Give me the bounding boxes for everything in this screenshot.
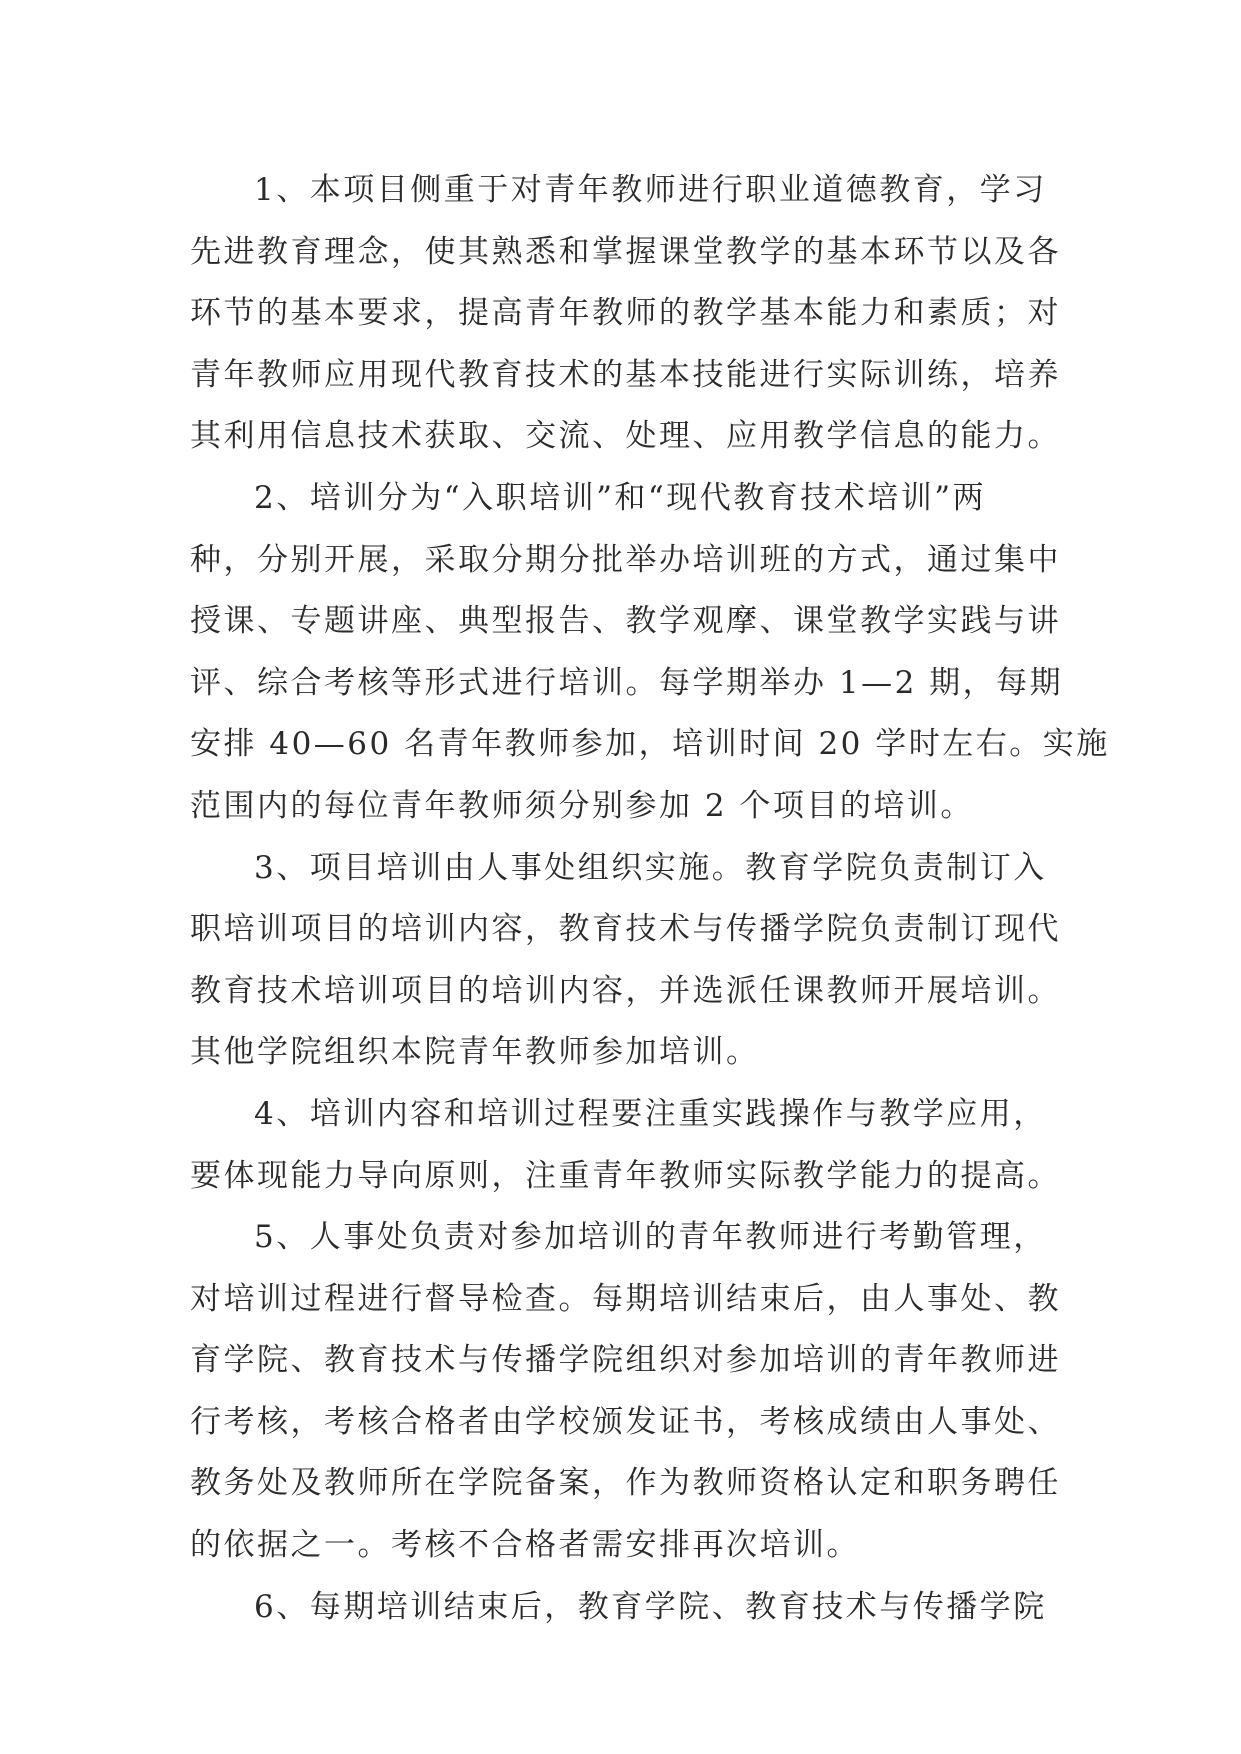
text-line: 的依据之一。考核不合格者需安排再次培训。 (190, 1527, 860, 1564)
text-line: 6、每期培训结束后，教育学院、教育技术与传播学院 (254, 1588, 1047, 1625)
text-line: 职培训项目的培训内容，教育技术与传播学院负责制订现代 (190, 911, 1061, 948)
text-line: 其他学院组织本院青年教师参加培训。 (190, 1034, 760, 1071)
text-line: 3、项目培训由人事处组织实施。教育学院负责制订入 (254, 849, 1047, 886)
text-line: 种，分别开展，采取分期分批举办培训班的方式，通过集中 (190, 541, 1061, 578)
text-line: 5、人事处负责对参加培训的青年教师进行考勤管理， (254, 1219, 1047, 1256)
text-line: 范围内的每位青年教师须分别参加 2 个项目的培训。 (190, 787, 974, 824)
text-line: 其利用信息技术获取、交流、处理、应用教学信息的能力。 (190, 418, 1061, 455)
text-line: 要体现能力导向原则，注重青年教师实际教学能力的提高。 (190, 1157, 1061, 1194)
document-body (190, 160, 1110, 1638)
text-line: 行考核，考核合格者由学校颁发证书，考核成绩由人事处、 (190, 1403, 1061, 1440)
text-line: 青年教师应用现代教育技术的基本技能进行实际训练，培养 (190, 356, 1061, 393)
text-line: 4、培训内容和培训过程要注重实践操作与教学应用， (254, 1095, 1047, 1132)
text-line: 授课、专题讲座、典型报告、教学观摩、课堂教学实践与讲 (190, 603, 1061, 640)
text-line: 2、培训分为“入职培训”和“现代教育技术培训”两 (254, 479, 987, 516)
text-line: 1、本项目侧重于对青年教师进行职业道德教育，学习 (254, 172, 1047, 208)
text-line: 先进教育理念，使其熟悉和掌握课堂教学的基本环节以及各 (190, 233, 1061, 270)
text-line: 教育技术培训项目的培训内容，并选派任课教师开展培训。 (190, 972, 1061, 1009)
text-line: 教务处及教师所在学院备案，作为教师资格认定和职务聘任 (190, 1465, 1061, 1502)
text-line: 育学院、教育技术与传播学院组织对参加培训的青年教师进 (190, 1342, 1061, 1379)
text-line: 环节的基本要求，提高青年教师的教学基本能力和素质；对 (190, 295, 1061, 332)
text-line: 对培训过程进行督导检查。每期培训结束后，由人事处、教 (190, 1280, 1061, 1317)
text-line: 安排 40—60 名青年教师参加，培训时间 20 学时左右。实施 (190, 726, 1110, 763)
text-line: 评、综合考核等形式进行培训。每学期举办 1—2 期，每期 (190, 664, 1064, 701)
